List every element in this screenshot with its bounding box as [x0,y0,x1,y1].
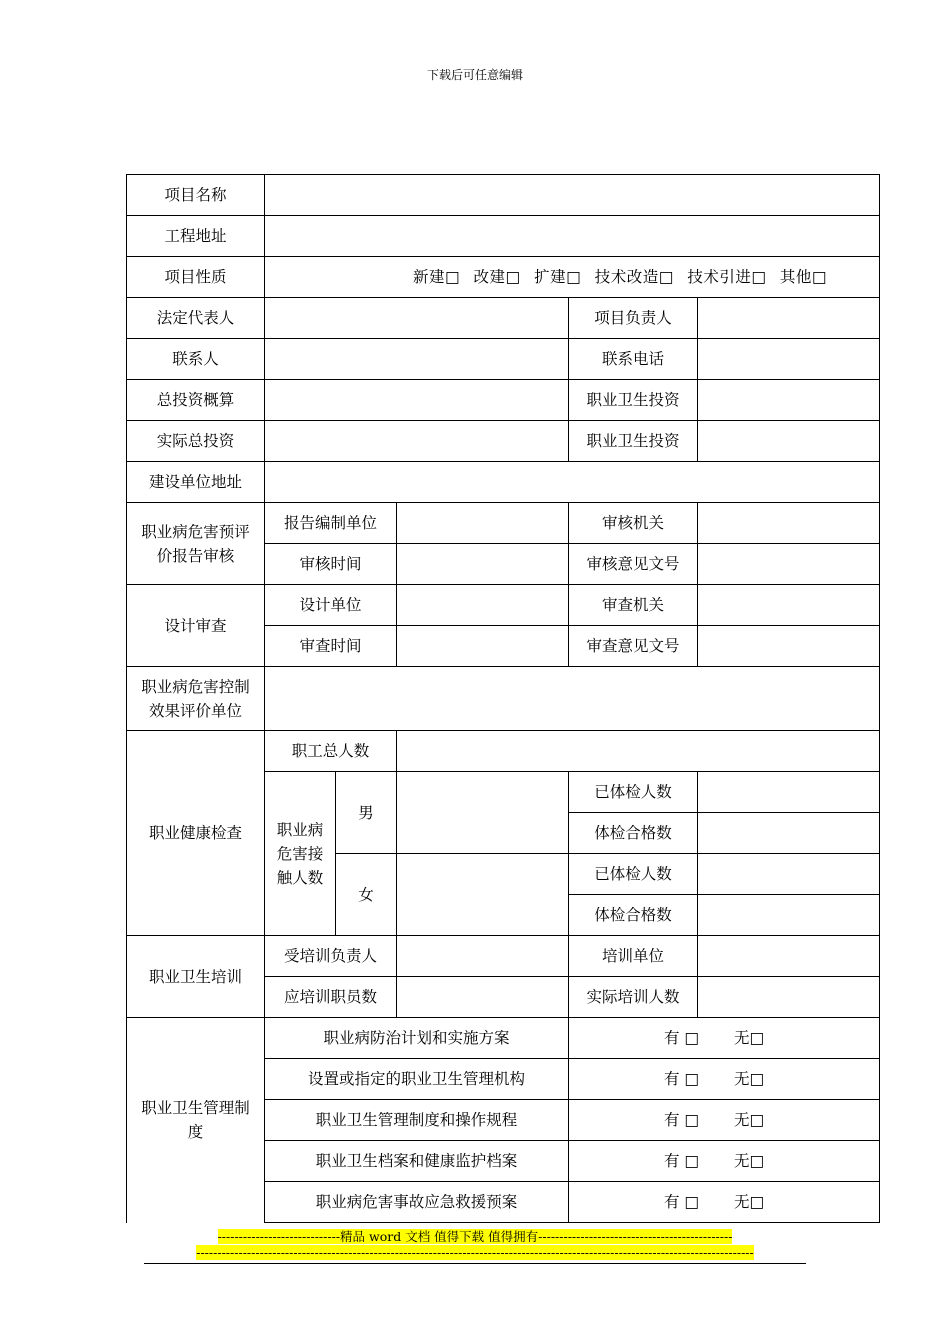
label-actual-total-investment: 实际总投资 [127,421,265,462]
option-new[interactable]: 新建□ [412,268,461,286]
value-trained-leader[interactable] [397,936,569,977]
yes-no-emergency-plan [569,1182,880,1223]
label-training-unit: 培训单位 [569,936,698,977]
label-control-eval-unit: 职业病危害控制 效果评价单位 [127,667,265,731]
value-review-time[interactable] [397,544,569,585]
label-pre-eval-review: 职业病危害预评 价报告审核 [127,503,265,585]
value-legal-rep[interactable] [265,298,569,339]
option-other[interactable]: 其他□ [779,268,828,286]
value-actual-trained[interactable] [698,977,880,1018]
value-report-unit[interactable] [397,503,569,544]
label-project-leader: 项目负责人 [569,298,698,339]
label-qualified-count-male: 体检合格数 [569,813,698,854]
no-checkbox[interactable]: 无□ [734,1152,765,1170]
label-inspect-time: 审查时间 [265,626,397,667]
value-male-count[interactable] [397,772,569,854]
yes-no-plan [569,1018,880,1059]
label-male: 男 [336,772,397,854]
label-staff-to-train: 应培训职员数 [265,977,397,1018]
label-checked-count-male: 已体检人数 [569,772,698,813]
label-trained-leader: 受培训负责人 [265,936,397,977]
footer-banner-line-2: ------------------------------------------------------------------------------------------------------------------------------------ [196,1245,754,1260]
label-exposed-count: 职业病 危害接 触人数 [265,772,336,936]
label-legal-rep: 法定代表人 [127,298,265,339]
value-qualified-count-female[interactable] [698,895,880,936]
yes-checkbox[interactable]: 有 □ [664,1070,700,1088]
label-health-check: 职业健康检查 [127,731,265,936]
mgmt-item-emergency-plan: 职业病危害事故应急救援预案 [265,1182,569,1223]
yes-checkbox[interactable]: 有 □ [664,1111,700,1129]
value-contact-person[interactable] [265,339,569,380]
value-contact-phone[interactable] [698,339,880,380]
label-report-unit: 报告编制单位 [265,503,397,544]
label-review-authority: 审核机关 [569,503,698,544]
option-expand[interactable]: 扩建□ [534,268,582,286]
value-actual-total-investment[interactable] [265,421,569,462]
label-project-nature: 项目性质 [127,257,265,298]
mgmt-item-procedures: 职业卫生管理制度和操作规程 [265,1100,569,1141]
label-unit-address: 建设单位地址 [127,462,265,503]
yes-checkbox[interactable]: 有 □ [664,1193,700,1211]
label-qualified-count-female: 体检合格数 [569,895,698,936]
yes-no-organization [569,1059,880,1100]
footer-divider [144,1263,806,1264]
label-contact-person: 联系人 [127,339,265,380]
value-inspect-authority[interactable] [698,585,880,626]
value-total-investment-estimate[interactable] [265,380,569,421]
label-inspect-doc-no: 审查意见文号 [569,626,698,667]
label-design-unit: 设计单位 [265,585,397,626]
value-total-staff[interactable] [397,731,880,772]
yes-checkbox[interactable]: 有 □ [664,1029,700,1047]
value-checked-count-male[interactable] [698,772,880,813]
label-oh-investment-1: 职业卫生投资 [569,380,698,421]
mgmt-item-organization: 设置或指定的职业卫生管理机构 [265,1059,569,1100]
label-checked-count-female: 已体检人数 [569,854,698,895]
no-checkbox[interactable]: 无□ [734,1070,765,1088]
yes-checkbox[interactable]: 有 □ [664,1152,700,1170]
option-tech-import[interactable]: 技术引进□ [687,268,767,286]
value-project-name[interactable] [265,175,880,216]
value-oh-investment-1[interactable] [698,380,880,421]
value-project-address[interactable] [265,216,880,257]
label-female: 女 [336,854,397,936]
value-inspect-doc-no[interactable] [698,626,880,667]
label-oh-investment-2: 职业卫生投资 [569,421,698,462]
label-project-name: 项目名称 [127,175,265,216]
label-total-staff: 职工总人数 [265,731,397,772]
label-mgmt-system: 职业卫生管理制 度 [127,1018,265,1223]
mgmt-item-archives: 职业卫生档案和健康监护档案 [265,1141,569,1182]
footer-banner-line-1: -----------------------------精品 word 文档 值得下载 值得拥有---------------------------------------------- [217,1229,733,1244]
value-staff-to-train[interactable] [397,977,569,1018]
label-total-investment-estimate: 总投资概算 [127,380,265,421]
option-rebuild[interactable]: 改建□ [473,268,521,286]
project-nature-options [265,257,880,298]
page-header: 下载后可任意编辑 [426,68,523,82]
option-tech-upgrade[interactable]: 技术改造□ [594,268,674,286]
value-project-leader[interactable] [698,298,880,339]
no-checkbox[interactable]: 无□ [734,1029,765,1047]
label-inspect-authority: 审查机关 [569,585,698,626]
yes-no-procedures [569,1100,880,1141]
label-design-review: 设计审查 [127,585,265,667]
value-checked-count-female[interactable] [698,854,880,895]
value-qualified-count-male[interactable] [698,813,880,854]
value-control-eval-unit[interactable] [265,667,880,731]
label-actual-trained: 实际培训人数 [569,977,698,1018]
value-female-count[interactable] [397,854,569,936]
value-inspect-time[interactable] [397,626,569,667]
yes-no-archives [569,1141,880,1182]
no-checkbox[interactable]: 无□ [734,1111,765,1129]
label-review-doc-no: 审核意见文号 [569,544,698,585]
value-unit-address[interactable] [265,462,880,503]
label-review-time: 审核时间 [265,544,397,585]
value-training-unit[interactable] [698,936,880,977]
value-design-unit[interactable] [397,585,569,626]
value-review-doc-no[interactable] [698,544,880,585]
value-review-authority[interactable] [698,503,880,544]
mgmt-item-plan: 职业病防治计划和实施方案 [265,1018,569,1059]
occupational-health-form-table [126,174,880,1223]
label-project-address: 工程地址 [127,216,265,257]
value-oh-investment-2[interactable] [698,421,880,462]
label-training: 职业卫生培训 [127,936,265,1018]
no-checkbox[interactable]: 无□ [734,1193,765,1211]
label-contact-phone: 联系电话 [569,339,698,380]
